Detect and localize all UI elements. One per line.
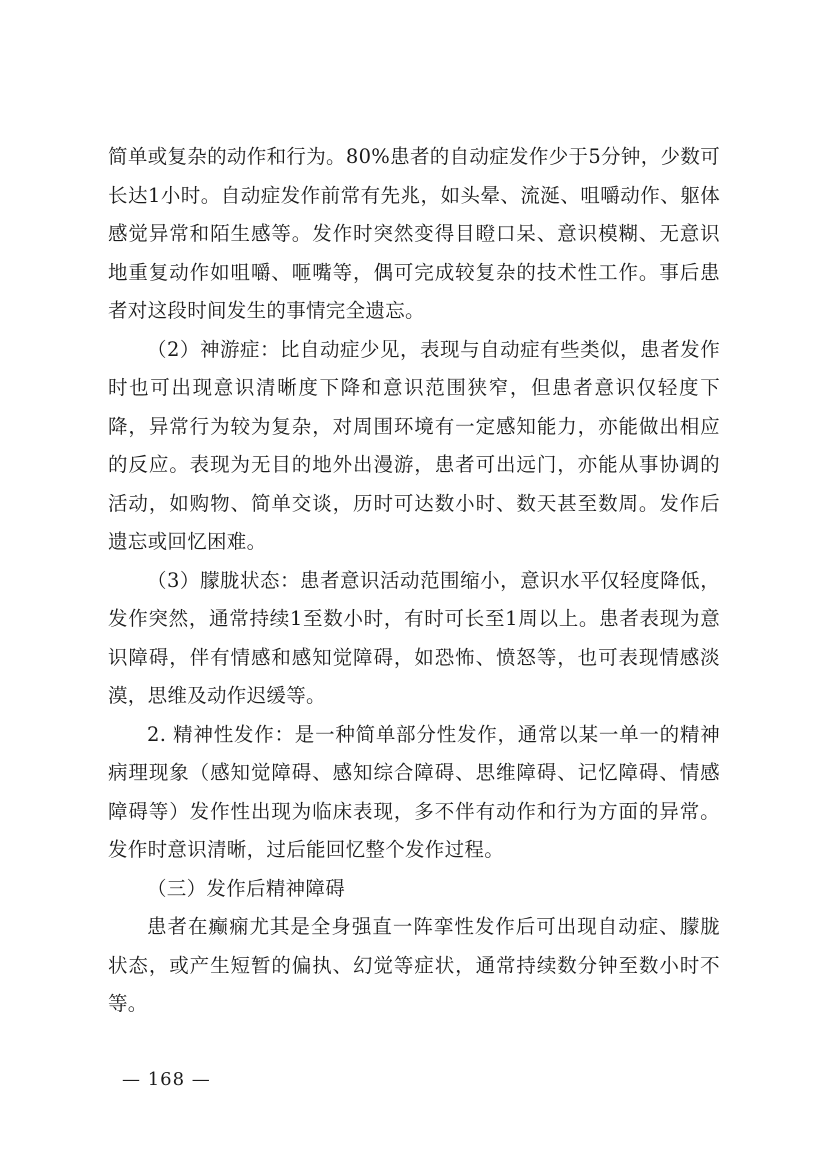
paragraph-postictal: 患者在癫痫尤其是全身强直一阵挛性发作后可出现自动症、朦胧状态，或产生短暂的偏执、幻觉等症状，通常持续数分钟至数小时不等。 — [108, 915, 720, 1015]
paragraph-fugue: （2）神游症：比自动症少见，表现与自动症有些类似，患者发作时也可出现意识清晰度下降和意识范围狭窄，但患者意识仅轻度下降，异常行为较为复杂，对周围环境有一定感知能力，亦能做出相应的反应。表现为无目的地外出漫游，患者可出远门，亦能从事协调的活动，如购物、简单交谈，历时可达数小时、数天甚至数周。发作后遗忘或回忆困难。 — [108, 337, 720, 553]
paragraph-twilight-state: （3）朦胧状态：患者意识活动范围缩小，意识水平仅轻度降低，发作突然，通常持续1至数小时，有时可长至1周以上。患者表现为意识障碍，伴有情感和感知觉障碍，如恐怖、愤怒等，也可表现情感淡漠，思维及动作迟缓等。 — [108, 568, 720, 707]
section-heading: （三）发作后精神障碍 — [147, 876, 346, 900]
paragraph-psychic-seizure: 2. 精神性发作：是一种简单部分性发作，通常以某一单一的精神病理现象（感知觉障碍、感知综合障碍、思维障碍、记忆障碍、情感障碍等）发作性出现为临床表现，多不伴有动作和行为方面的异常。发作时意识清晰，过后能回忆整个发作过程。 — [108, 722, 720, 861]
body-text — [108, 138, 720, 1024]
paragraph-automatism-continued: 简单或复杂的动作和行为。80%患者的自动症发作少于5分钟，少数可长达1小时。自动症发作前常有先兆，如头晕、流涎、咀嚼动作、躯体感觉异常和陌生感等。发作时突然变得目瞪口呆、意识模糊、无意识地重复动作如咀嚼、咂嘴等，偶可完成较复杂的技术性工作。事后患者对这段时间发生的事情完全遗忘。 — [108, 145, 720, 322]
page-number: — 168 — — [122, 1069, 211, 1090]
